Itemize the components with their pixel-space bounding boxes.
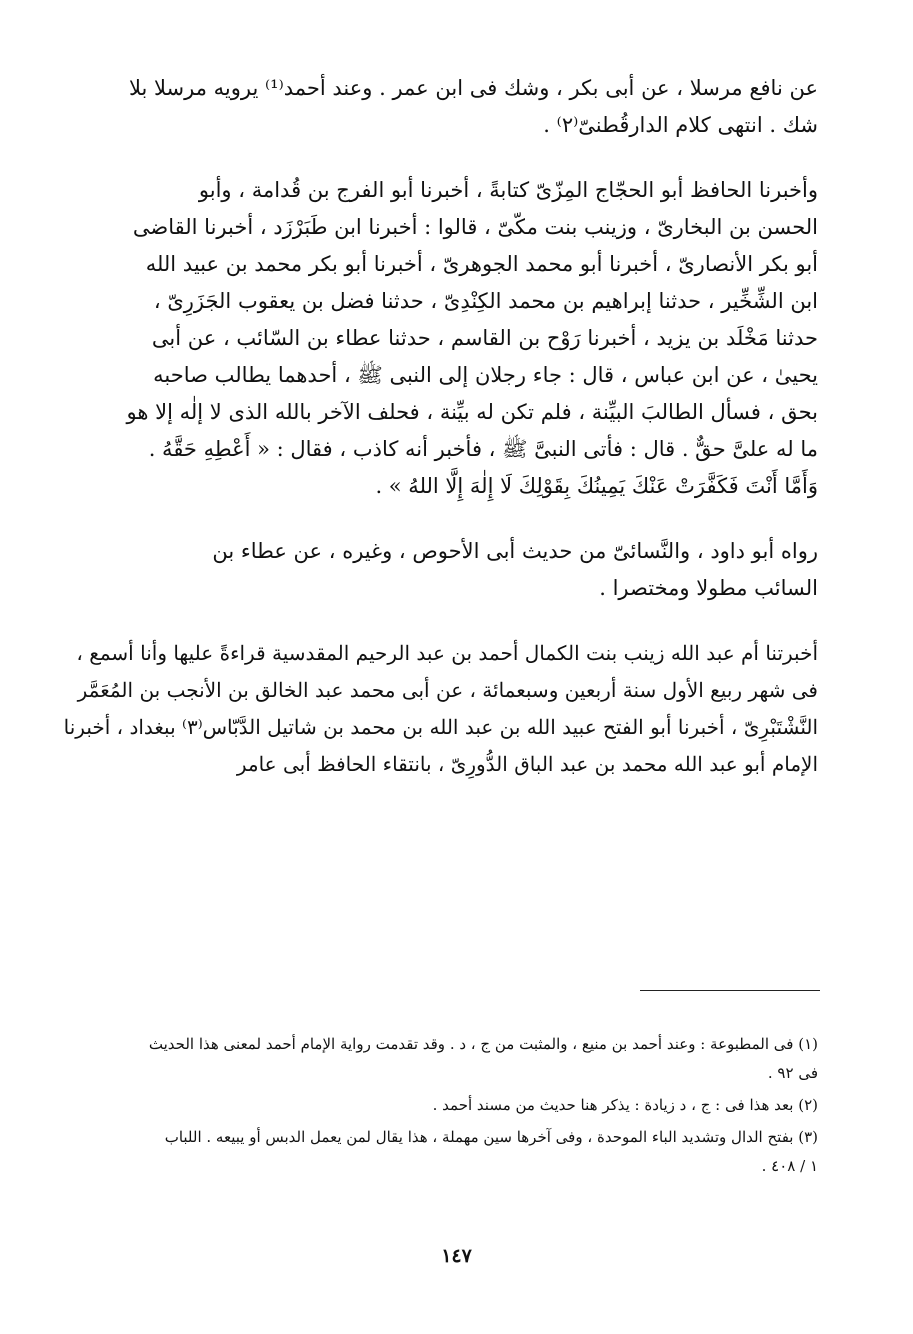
text-line: يحيىٰ ، عن ابن عباس ، قال : جاء رجلان إلى النبى ﷺ ، أحدهما يطالب صاحبه [153,363,818,387]
paragraph-1 [95,70,818,144]
text-line: أخبرتنا أم عبد الله زينب بنت الكمال أحمد بن عبد الرحيم المقدسية قراءةً عليها وأنا أسمع ، [76,641,818,665]
text-line: أبو بكر الأنصارىّ ، أخبرنا أبو محمد الجوهرىّ ، أخبرنا أبو بكر محمد بن عبيد الله [145,252,818,276]
text-line: رواه أبو داود ، والنَّسائىّ من حديث أبى الأحوص ، وغيره ، عن عطاء بن [212,539,818,563]
footnote-line: ١ / ٤٠٨ . [761,1157,818,1175]
page-number: ١٤٧ [441,1245,472,1267]
text-line: شك . انتهى كلام الدارقُطنىّ⁽٢⁾ . [543,113,818,137]
footnote-line: فى ٩٢ . [767,1064,818,1082]
text-line: وأخبرنا الحافظ أبو الحجّاج المِزّىّ كتابةً ، أخبرنا أبو الفرج بن قُدامة ، وأبو [198,178,818,202]
footnote-1 [95,1030,818,1088]
footnote-line: (٣) بفتح الدال وتشديد الباء الموحدة ، وفى آخرها سين مهملة ، هذا يقال لمن يعمل الدبس أو يبيعه . اللباب [164,1128,818,1146]
paragraph-4 [63,635,818,783]
text-line: السائب مطولا ومختصرا . [599,576,818,600]
text-line: الحسن بن البخارىّ ، وزينب بنت مكّىّ ، قالوا : أخبرنا ابن طَبَرْزَد ، أخبرنا القاضى [132,215,818,239]
footnote-divider [640,990,820,991]
text-line: حدثنا مَخْلَد بن يزيد ، أخبرنا رَوْح بن القاسم ، حدثنا عطاء بن السّائب ، عن أبى [151,326,818,350]
text-line: النَّشْتَبْرِىّ ، أخبرنا أبو الفتح عبيد الله بن عبد الله بن محمد بن شاتيل الدَّبّاس⁽٣⁾ ببغداد ، أخبرنا [63,715,818,739]
footnote-line: (٢) بعد هذا فى : ج ، د زيادة : يذكر هنا حديث من مسند أحمد . [432,1096,818,1114]
footnote-line: (١) فى المطبوعة : وعند أحمد بن منيع ، والمثبت من ج ، د . وقد تقدمت رواية الإمام أحمد لمعنى هذا الحديث [148,1035,818,1053]
text-line: بحق ، فسأل الطالبَ البيِّنة ، فلم تكن له بيِّنة ، فحلف الآخر بالله الذى لا إلٰه إلا هو [126,400,818,424]
paragraph-2 [95,172,818,505]
footnote-3 [95,1123,818,1181]
text-line: عن نافع مرسلا ، عن أبى بكر ، وشك فى ابن عمر . وعند أحمد⁽¹⁾ يرويه مرسلا بلا [128,76,818,100]
text-line: فى شهر ربيع الأول سنة أربعين وسبعمائة ، عن أبى محمد عبد الخالق بن الأنجب بن المُعَمَّر [77,678,818,702]
footnotes [95,1030,818,1184]
text-line: وَأَمَّا أَنْتَ فَكَفَّرَتْ عَنْكَ يَمِينُكَ بِقَوْلِكَ لَا إِلٰهَ إِلَّا اللهُ » . [375,474,818,498]
paragraph-3 [95,533,818,607]
text-line: ما له علىَّ حقٌّ . قال : فأتى النبىَّ ﷺ ، فأخبر أنه كاذب ، فقال : « أَعْطِهِ حَقَّهُ . [148,437,818,461]
footnote-2 [95,1091,818,1120]
text-line: الإمام أبو عبد الله محمد بن عبد الباق الدُّورِىّ ، بانتقاء الحافظ أبى عامر [236,752,818,776]
text-line: ابن الشِّخِّير ، حدثنا إبراهيم بن محمد الكِنْدِىّ ، حدثنا فضل بن يعقوب الجَزَرِىّ ، [153,289,818,313]
